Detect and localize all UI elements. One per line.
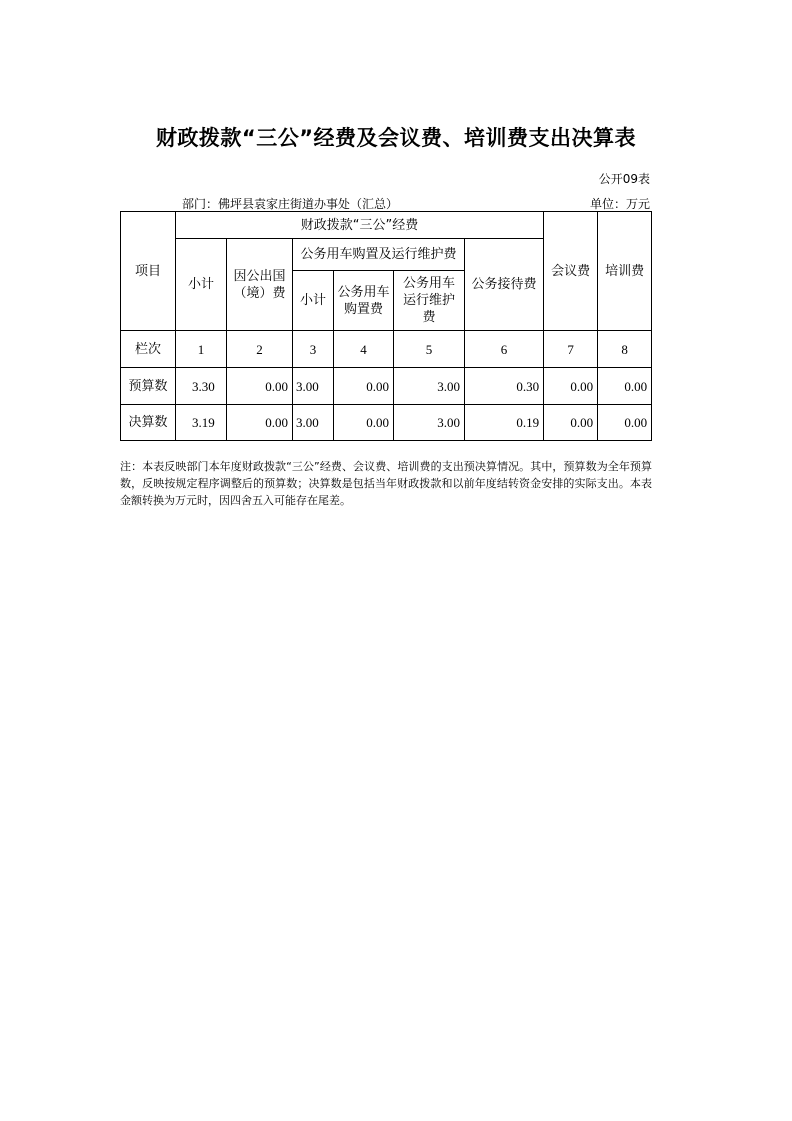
final-subtotal: 3.19 — [176, 405, 227, 441]
table-row — [121, 368, 652, 405]
final-vehicle-subtotal: 3.00 — [293, 405, 334, 441]
unit-label: 单位：万元 — [589, 197, 650, 211]
form-code: 公开09表 — [598, 172, 650, 186]
header-vehicle-purchase: 公务用车购置费 — [334, 271, 394, 331]
budget-subtotal: 3.30 — [176, 368, 227, 405]
header-three-public: 财政拨款“三公”经费 — [176, 212, 544, 239]
budget-training: 0.00 — [598, 368, 652, 405]
final-reception: 0.19 — [465, 405, 544, 441]
index-col-5: 5 — [394, 331, 465, 368]
header-subtotal: 小计 — [176, 239, 227, 331]
final-abroad: 0.00 — [227, 405, 293, 441]
budget-abroad: 0.00 — [227, 368, 293, 405]
header-reception: 公务接待费 — [465, 239, 544, 331]
index-col-4: 4 — [334, 331, 394, 368]
index-col-7: 7 — [544, 331, 598, 368]
header-meeting: 会议费 — [544, 212, 598, 331]
index-col-8: 8 — [598, 331, 652, 368]
header-vehicle-subtotal: 小计 — [293, 271, 334, 331]
budget-vehicle-maintenance: 3.00 — [394, 368, 465, 405]
budget-vehicle-subtotal: 3.00 — [293, 368, 334, 405]
budget-meeting: 0.00 — [544, 368, 598, 405]
header-item: 项目 — [121, 212, 176, 331]
index-col-3: 3 — [293, 331, 334, 368]
row-label-final: 决算数 — [121, 405, 176, 441]
index-col-1: 1 — [176, 331, 227, 368]
index-row-label: 栏次 — [121, 331, 176, 368]
row-label-budget: 预算数 — [121, 368, 176, 405]
final-vehicle-purchase: 0.00 — [334, 405, 394, 441]
page-title: 财政拨款“三公”经费及会议费、培训费支出决算表 — [155, 126, 637, 150]
index-col-6: 6 — [465, 331, 544, 368]
header-vehicle-group: 公务用车购置及运行维护费 — [293, 239, 465, 271]
index-col-2: 2 — [227, 331, 293, 368]
expenditure-table — [120, 211, 652, 441]
budget-reception: 0.30 — [465, 368, 544, 405]
footnote: 注：本表反映部门本年度财政拨款“三公”经费、会议费、培训费的支出预决算情况。其中，预算数为全年预算数，反映按规定程序调整后的预算数；决算数是包括当年财政拨款和以前年度结转资金安排的实际支出。本表金额转换为万元时，因四舍五入可能存在尾差。 — [120, 460, 652, 507]
header-vehicle-maintenance: 公务用车运行维护费 — [394, 271, 465, 331]
header-abroad: 因公出国（境）费 — [227, 239, 293, 331]
header-training: 培训费 — [598, 212, 652, 331]
budget-vehicle-purchase: 0.00 — [334, 368, 394, 405]
final-vehicle-maintenance: 3.00 — [394, 405, 465, 441]
department-label: 部门：佛坪县袁家庄街道办事处（汇总） — [182, 197, 399, 211]
final-training: 0.00 — [598, 405, 652, 441]
final-meeting: 0.00 — [544, 405, 598, 441]
table-row — [121, 405, 652, 441]
